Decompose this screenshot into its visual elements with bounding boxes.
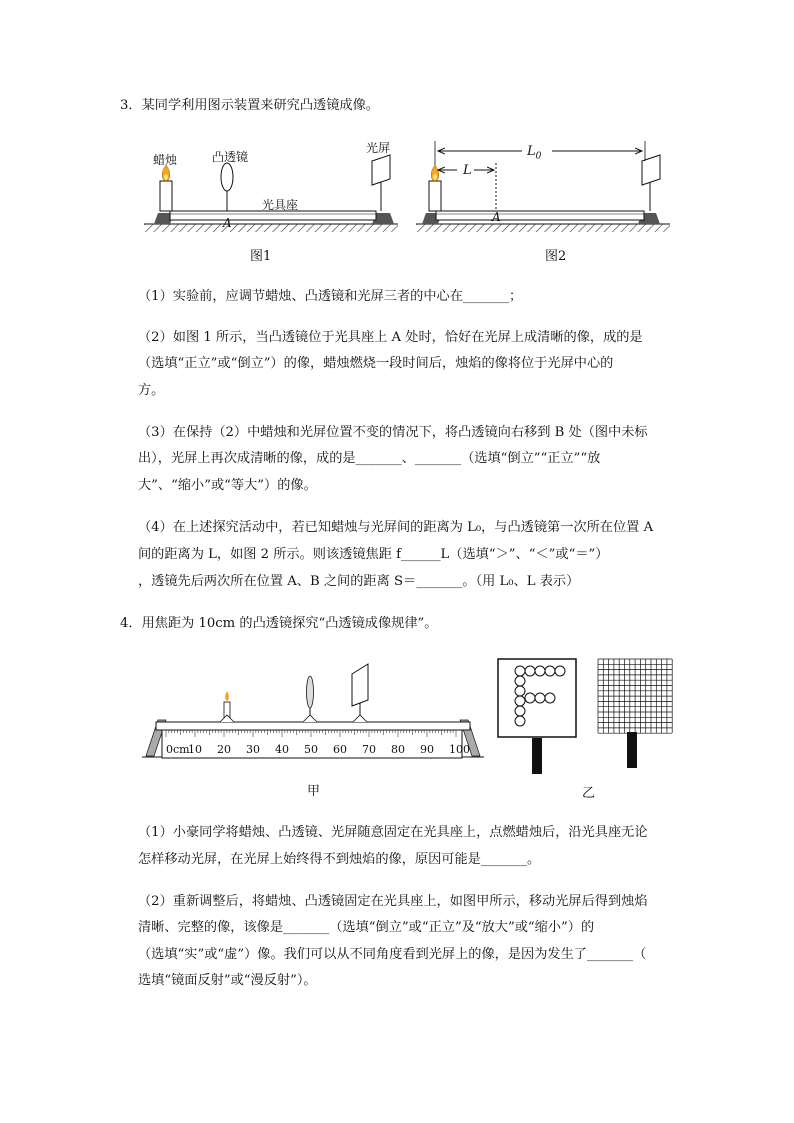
ruler-tick-label: 40: [275, 743, 289, 756]
ruler-tick-label: 10: [188, 743, 202, 756]
fig-yi-caption: 乙: [582, 786, 596, 801]
ruler-tick-label: 50: [304, 743, 318, 756]
ruler-tick-label: 60: [333, 743, 347, 756]
ruler-tick-label: 30: [246, 743, 260, 756]
ruler-tick-label: 100: [449, 743, 470, 756]
q3-p3-3: 大”、“缩小”或“等大”）的像。: [138, 478, 317, 493]
screen-icon: [372, 155, 390, 185]
screen-icon-3: [352, 664, 368, 706]
q4-p2-4: 选填“镜面反射”或“漫反射”）。: [138, 973, 317, 988]
q3-p3-2: 出），光屏上再次成清晰的像，成的是_______、_______（选填“倒立”“正立”“放: [138, 451, 601, 466]
q3-p4-2: 间的距离为 L，如图 2 所示。则该透镜焦距 f______L（选填“＞”、“＜”或“＝”）: [138, 547, 609, 562]
candle-body: [160, 181, 172, 211]
figure-yi-f-pattern: [497, 658, 577, 776]
q3-p4-1: （4）在上述探究活动中，若已知蜡烛与光屏间的距离为 L₀，与凸透镜第一次所在位置 A: [138, 520, 654, 535]
q4-p2-1: （2）重新调整后，将蜡烛、凸透镜固定在光具座上，如图甲所示，移动光屏后得到烛焰: [138, 894, 648, 909]
flame-icon-3: [225, 691, 229, 701]
q4-p2-2: 清晰、完整的像，该像是_______（选填“倒立”或“正立”及“放大”或“缩小”）的: [138, 920, 595, 935]
q3-p4-3: ，透镜先后两次所在位置 A、B 之间的距离 S＝_______。（用 L₀、L 表示）: [138, 574, 580, 589]
q3-title: 3．某同学利用图示装置来研究凸透镜成像。: [120, 98, 379, 113]
ruler-tick-label: 0cm: [166, 743, 190, 756]
fig1-screen-label: 光屏: [366, 141, 391, 155]
fig2-l0-main: L: [527, 144, 536, 159]
fig2-caption: 图2: [545, 249, 567, 264]
fig2-point-a: A: [492, 210, 501, 224]
figure-yi-grid: [597, 658, 673, 770]
fig-jia-caption: 甲: [307, 784, 321, 799]
fig1-caption: 图1: [250, 249, 272, 264]
fig1-lens-label: 凸透镜: [212, 150, 249, 164]
fig2-l-label: L: [463, 163, 472, 178]
q4-p1-2: 怎样移动光屏，在光屏上始终得不到烛焰的像，原因可能是_______。: [138, 852, 541, 867]
q3-p3-1: （3）在保持（2）中蜡烛和光屏位置不变的情况下，将凸透镜向右移到 B 处（图中未标: [138, 425, 648, 440]
ruler-tick-label: 80: [391, 743, 405, 756]
candle-body-2: [429, 181, 441, 211]
ruler-tick-label: 20: [217, 743, 231, 756]
q4-title: 4．用焦距为 10cm 的凸透镜探究“凸透镜成像规律”。: [120, 616, 438, 631]
fig2-l0-sub: 0: [535, 151, 542, 162]
q4-p1-1: （1）小豪同学将蜡烛、凸透镜、光屏随意固定在光具座上，点燃蜡烛后，沿光具座无论: [138, 825, 648, 840]
lens-icon-2: [307, 676, 314, 708]
q3-p2-1: （2）如图 1 所示，当凸透镜位于光具座上 A 处时，恰好在光屏上成清晰的像，成的是: [138, 330, 643, 345]
q3-p2-2: （选填“正立”或“倒立”）的像，蜡烛燃烧一段时间后，烛焰的像将位于光屏中心的: [138, 356, 614, 371]
figure-2: [412, 135, 677, 245]
ruler-tick-label: 70: [362, 743, 376, 756]
ruler-tick-label: 90: [420, 743, 434, 756]
fig1-point-a: A: [223, 216, 232, 230]
q3-p1: （1）实验前，应调节蜡烛、凸透镜和光屏三者的中心在_______；: [138, 289, 523, 304]
fig2-l0-label: [527, 144, 541, 162]
fig1-candle-label: 蜡烛: [153, 153, 178, 167]
lens-icon: [221, 163, 233, 191]
q3-p2-3: 方。: [138, 383, 165, 398]
q4-p2-3: （选填“实”或“虚”）像。我们可以从不同角度看到光屏上的像，是因为发生了_______（: [138, 947, 647, 962]
fig1-bench-label: 光具座: [262, 198, 299, 212]
